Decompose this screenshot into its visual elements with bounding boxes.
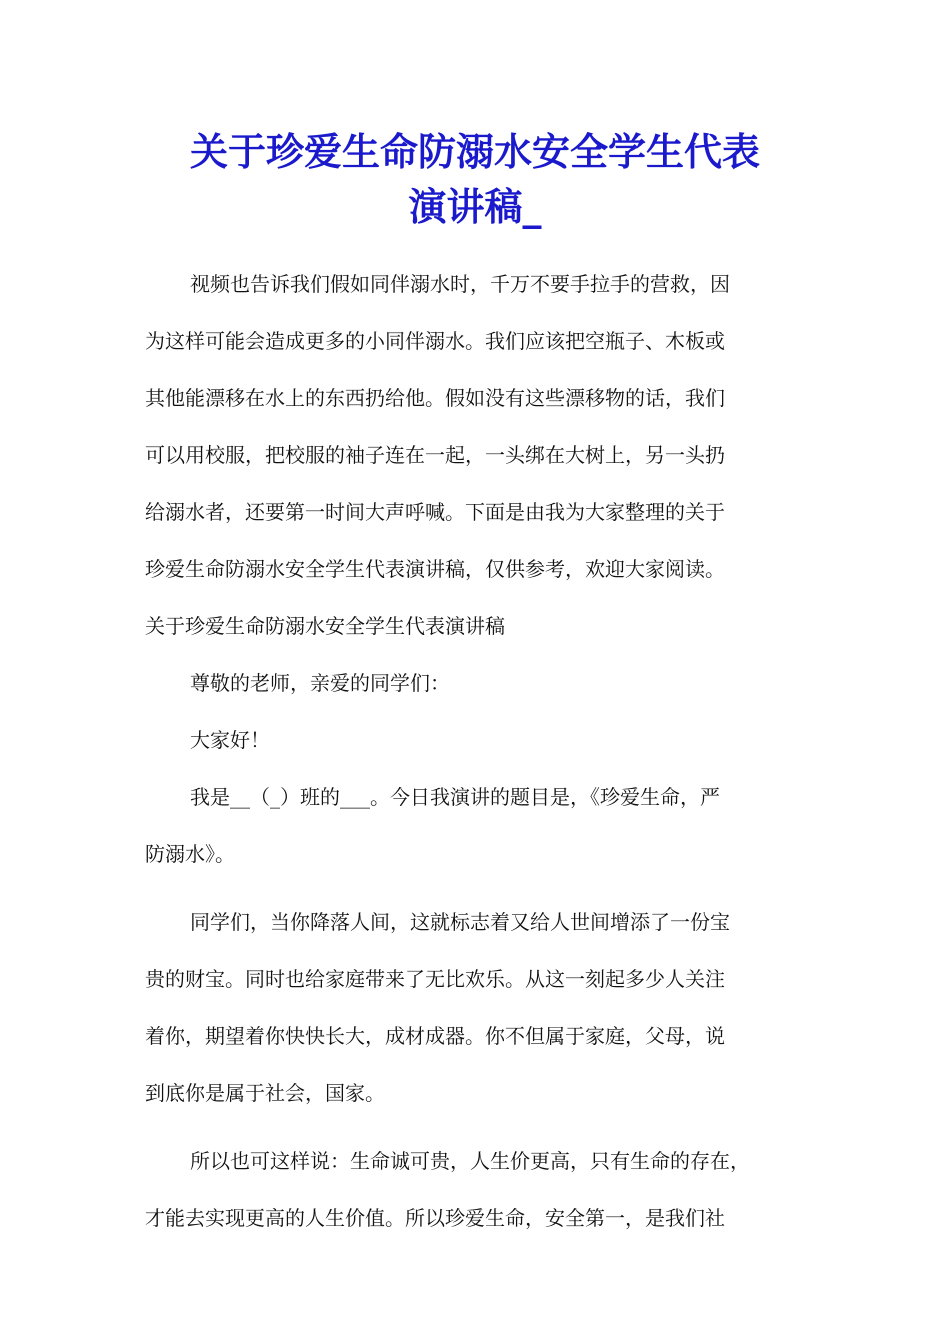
paragraph-body-1	[145, 899, 825, 1127]
title-line: 演讲稿_	[408, 184, 542, 229]
paragraph-line: 尊敬的老师，亲爱的同学们：	[190, 671, 450, 695]
paragraph-self-intro	[145, 774, 825, 888]
paragraph-line: 给溺水者，还要第一时间大声呼喊。下面是由我为大家整理的关于	[145, 500, 725, 524]
paragraph-greeting	[145, 717, 825, 774]
paragraph-line: 才能去实现更高的人生价值。所以珍爱生命，安全第一，是我们社	[145, 1206, 725, 1230]
paragraph-spacer	[145, 888, 825, 899]
paragraph-line: 视频也告诉我们假如同伴溺水时，千万不要手拉手的营救，因	[190, 272, 730, 296]
paragraph-line: 贵的财宝。同时也给家庭带来了无比欢乐。从这一刻起多少人关注	[145, 967, 725, 991]
paragraph-line: 我是__（_）班的___。今日我演讲的题目是，《珍爱生命，严	[190, 785, 720, 809]
title-line: 关于珍爱生命防溺水安全学生代表	[189, 129, 760, 174]
paragraph-line: 着你，期望着你快快长大，成材成器。你不但属于家庭，父母，说	[145, 1024, 725, 1048]
document-title	[100, 124, 850, 234]
paragraph-spacer	[145, 1127, 825, 1138]
paragraph-salutation	[145, 660, 825, 717]
paragraph-line: 防溺水》。	[145, 842, 235, 866]
section-heading-text: 关于珍爱生命防溺水安全学生代表演讲稿	[145, 614, 505, 638]
paragraph-body-2	[145, 1138, 825, 1252]
paragraph-intro	[145, 261, 825, 603]
paragraph-line: 到底你是属于社会，国家。	[145, 1081, 385, 1105]
paragraph-line: 所以也可这样说：生命诚可贵，人生价更高，只有生命的存在，	[190, 1149, 750, 1173]
paragraph-line: 同学们，当你降落人间，这就标志着又给人世间增添了一份宝	[190, 910, 730, 934]
paragraph-line: 其他能漂移在水上的东西扔给他。假如没有这些漂移物的话，我们	[145, 386, 725, 410]
paragraph-line: 珍爱生命防溺水安全学生代表演讲稿，仅供参考，欢迎大家阅读。	[145, 557, 725, 581]
paragraph-line: 可以用校服，把校服的袖子连在一起，一头绑在大树上，另一头扔	[145, 443, 725, 467]
document-body	[145, 261, 825, 1252]
paragraph-line: 为这样可能会造成更多的小同伴溺水。我们应该把空瓶子、木板或	[145, 329, 725, 353]
paragraph-line: 大家好！	[190, 728, 270, 752]
section-heading	[145, 603, 825, 660]
